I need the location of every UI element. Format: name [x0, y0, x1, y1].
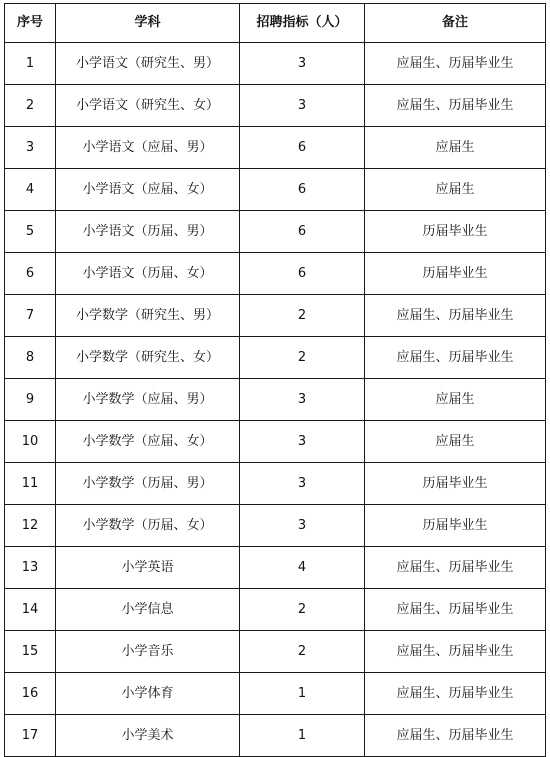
- cell-index: 15: [5, 631, 56, 673]
- cell-subject: 小学数学（研究生、女）: [56, 337, 240, 379]
- cell-note: 应届生、历届毕业生: [365, 85, 546, 127]
- cell-index: 16: [5, 673, 56, 715]
- cell-subject: 小学语文（历届、女）: [56, 253, 240, 295]
- table-row: [5, 127, 546, 169]
- cell-quota: 2: [240, 589, 365, 631]
- cell-subject: 小学信息: [56, 589, 240, 631]
- cell-quota: 4: [240, 547, 365, 589]
- cell-subject: 小学体育: [56, 673, 240, 715]
- table-row: [5, 673, 546, 715]
- cell-index: 7: [5, 295, 56, 337]
- cell-subject: 小学数学（应届、女）: [56, 421, 240, 463]
- cell-quota: 2: [240, 295, 365, 337]
- cell-note: 历届毕业生: [365, 505, 546, 547]
- table-row: [5, 211, 546, 253]
- cell-quota: 6: [240, 127, 365, 169]
- cell-index: 2: [5, 85, 56, 127]
- table-row: [5, 169, 546, 211]
- cell-note: 应届生、历届毕业生: [365, 631, 546, 673]
- header-note: 备注: [365, 4, 546, 43]
- cell-quota: 1: [240, 673, 365, 715]
- cell-subject: 小学英语: [56, 547, 240, 589]
- header-quota: 招聘指标（人）: [240, 4, 365, 43]
- cell-subject: 小学美术: [56, 715, 240, 757]
- cell-index: 5: [5, 211, 56, 253]
- cell-subject: 小学语文（历届、男）: [56, 211, 240, 253]
- cell-quota: 2: [240, 631, 365, 673]
- cell-note: 历届毕业生: [365, 253, 546, 295]
- cell-note: 应届生: [365, 169, 546, 211]
- cell-subject: 小学数学（历届、女）: [56, 505, 240, 547]
- table-row: [5, 547, 546, 589]
- cell-index: 13: [5, 547, 56, 589]
- cell-subject: 小学语文（研究生、男）: [56, 43, 240, 85]
- cell-note: 历届毕业生: [365, 211, 546, 253]
- cell-note: 应届生、历届毕业生: [365, 589, 546, 631]
- cell-subject: 小学语文（研究生、女）: [56, 85, 240, 127]
- cell-index: 10: [5, 421, 56, 463]
- cell-quota: 3: [240, 421, 365, 463]
- cell-note: 应届生、历届毕业生: [365, 547, 546, 589]
- table-row: [5, 379, 546, 421]
- cell-quota: 1: [240, 715, 365, 757]
- header-subject: 学科: [56, 4, 240, 43]
- cell-quota: 3: [240, 43, 365, 85]
- cell-subject: 小学数学（历届、男）: [56, 463, 240, 505]
- cell-index: 9: [5, 379, 56, 421]
- cell-quota: 3: [240, 379, 365, 421]
- cell-quota: 6: [240, 253, 365, 295]
- header-index: 序号: [5, 4, 56, 43]
- cell-note: 应届生、历届毕业生: [365, 295, 546, 337]
- cell-index: 11: [5, 463, 56, 505]
- table-row: [5, 43, 546, 85]
- cell-quota: 3: [240, 505, 365, 547]
- cell-quota: 3: [240, 85, 365, 127]
- cell-subject: 小学数学（研究生、男）: [56, 295, 240, 337]
- table-row: [5, 85, 546, 127]
- table-row: [5, 337, 546, 379]
- cell-index: 14: [5, 589, 56, 631]
- cell-note: 应届生: [365, 379, 546, 421]
- cell-index: 17: [5, 715, 56, 757]
- recruitment-table-container: [4, 3, 545, 757]
- cell-quota: 6: [240, 169, 365, 211]
- cell-quota: 6: [240, 211, 365, 253]
- cell-note: 应届生: [365, 127, 546, 169]
- cell-note: 应届生、历届毕业生: [365, 337, 546, 379]
- cell-subject: 小学数学（应届、男）: [56, 379, 240, 421]
- cell-index: 12: [5, 505, 56, 547]
- table-row: [5, 505, 546, 547]
- cell-note: 应届生、历届毕业生: [365, 43, 546, 85]
- cell-note: 历届毕业生: [365, 463, 546, 505]
- table-row: [5, 295, 546, 337]
- cell-subject: 小学音乐: [56, 631, 240, 673]
- cell-quota: 2: [240, 337, 365, 379]
- table-row: [5, 589, 546, 631]
- table-row: [5, 463, 546, 505]
- table-body: [5, 43, 546, 757]
- cell-index: 6: [5, 253, 56, 295]
- table-row: [5, 253, 546, 295]
- cell-index: 1: [5, 43, 56, 85]
- cell-note: 应届生: [365, 421, 546, 463]
- cell-subject: 小学语文（应届、女）: [56, 169, 240, 211]
- table-header-row: [5, 4, 546, 43]
- table-row: [5, 421, 546, 463]
- cell-index: 8: [5, 337, 56, 379]
- table-row: [5, 631, 546, 673]
- recruitment-table: [4, 3, 546, 757]
- cell-subject: 小学语文（应届、男）: [56, 127, 240, 169]
- table-row: [5, 715, 546, 757]
- cell-index: 3: [5, 127, 56, 169]
- cell-quota: 3: [240, 463, 365, 505]
- cell-note: 应届生、历届毕业生: [365, 673, 546, 715]
- cell-index: 4: [5, 169, 56, 211]
- cell-note: 应届生、历届毕业生: [365, 715, 546, 757]
